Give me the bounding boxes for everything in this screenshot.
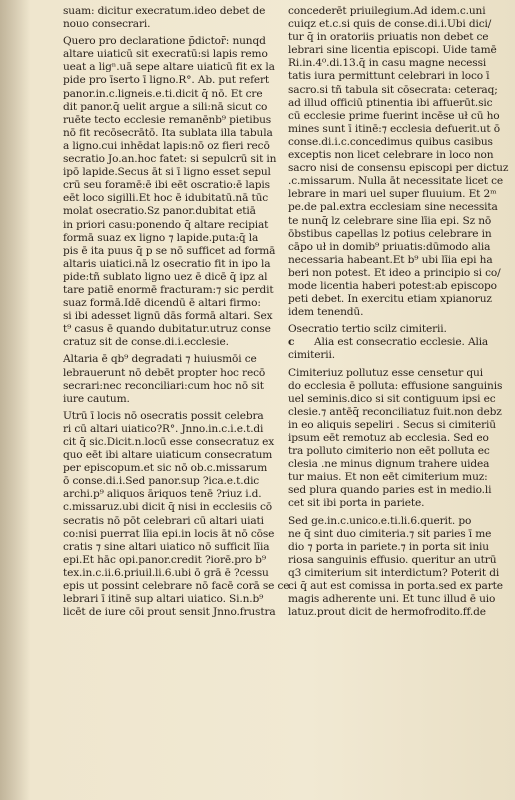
line-text: necessaria habeant.Et b⁹ ubi līia epi ha xyxy=(288,253,493,266)
text-line xyxy=(288,228,500,241)
right-text-column xyxy=(288,5,509,619)
line-text: iure cautum. xyxy=(63,392,130,405)
line-text: mode licentia haberi potest:ab episcopo xyxy=(288,279,497,292)
line-text: peti debet. In exercitu etiam xpianoruz xyxy=(288,293,492,306)
text-line xyxy=(63,436,275,449)
text-line xyxy=(63,353,275,366)
text-line xyxy=(288,541,500,554)
line-text: t⁹ casus ē quando dubitatur.utruz conse xyxy=(63,323,271,336)
text-line xyxy=(63,232,275,245)
text-line xyxy=(63,271,275,284)
text-line xyxy=(288,471,500,484)
line-text: concederēt priuilegium.Ad idem.c.uni xyxy=(288,5,486,17)
line-text: tur maius. Et non eēt cimiterium muz: xyxy=(288,471,488,484)
text-line xyxy=(288,554,500,567)
text-line xyxy=(63,488,275,501)
text-line xyxy=(288,484,500,497)
text-line xyxy=(288,306,500,319)
text-line xyxy=(288,175,503,188)
text-line xyxy=(288,18,500,31)
text-line xyxy=(63,554,275,567)
line-text: a ligno.cui inhēdat lapis:nō oz fieri recō xyxy=(63,139,270,152)
line-text: pis ē ita puus q̄ p se nō sufficet ad formā xyxy=(63,244,276,257)
text-line xyxy=(288,606,500,619)
text-line xyxy=(288,57,500,70)
line-text: conse.di.i.c.concedimus quibus casibus xyxy=(288,135,493,148)
line-text: Sed ge.in.c.unico.e.ti.li.6.querit. po xyxy=(288,514,472,527)
text-line xyxy=(288,280,500,293)
line-text: cet sit ibi porta in pariete. xyxy=(288,497,425,510)
line-text: in eo aliquis sepeliri . Secus si cimiteriū xyxy=(288,418,496,431)
line-text: tra polluto cimiterio non eēt polluta ec xyxy=(288,445,490,458)
text-line xyxy=(63,245,275,258)
text-line xyxy=(63,166,275,179)
line-text: cimiterii. xyxy=(288,349,335,362)
line-text: epis ut possint celebrare nō facē corā se ce xyxy=(63,580,290,593)
line-text: panor.in.c.ligneis.e.ti.dicit q̄ nō. Et cre xyxy=(63,87,263,100)
text-line xyxy=(288,393,500,406)
text-line xyxy=(63,258,275,271)
line-text: pide pro īserto ī ligno.R°. Ab. put refert xyxy=(63,74,269,87)
text-line xyxy=(288,593,500,606)
line-text: Utrū ī locis nō osecratis possit celebra xyxy=(63,409,264,422)
line-text: lebrari ī itinē sup altari uiatico. Si.n.b⁹ xyxy=(63,593,264,606)
text-line xyxy=(288,336,500,349)
line-text: dit panor.q̄ uelit argue a sili:nā sicut co xyxy=(63,100,268,113)
text-line xyxy=(288,241,500,254)
text-line xyxy=(288,567,500,580)
line-text: clesie.⁊ antēq̄ reconciliatuz fuit.non debz xyxy=(288,405,502,418)
line-text: lebrare in mari uel super fluuium. Et 2ᵐ xyxy=(288,188,497,201)
text-line xyxy=(288,70,500,83)
text-line xyxy=(288,188,500,201)
line-text: tur q̄ in oratoriis priuatis non debet ce xyxy=(288,31,489,44)
left-text-column xyxy=(63,5,290,619)
line-text: licēt de iure cōi prout sensit Jnno.frustra xyxy=(63,606,276,619)
line-text: secratis nō pōt celebrari cū altari uiati xyxy=(63,514,264,527)
line-text: pide:tñ sublato ligno uez ē dicē q̄ ipz al xyxy=(63,270,268,283)
line-text: per episcopum.et sic nō ob.c.missarum xyxy=(63,462,268,475)
text-line xyxy=(63,297,275,310)
text-line xyxy=(63,580,290,593)
line-text: sacro.si tñ tabula sit cōsecrata: ceteraq; xyxy=(288,83,498,96)
line-text: ad illud officiū ptinentia ibi affuerūt.sic xyxy=(288,96,493,109)
text-line xyxy=(288,445,500,458)
text-line xyxy=(63,179,275,192)
text-line xyxy=(63,88,275,101)
text-line xyxy=(288,97,500,110)
text-line xyxy=(288,44,500,57)
text-line xyxy=(63,593,275,606)
line-text: suaz formā.Idē dicendū ē altari firmo: xyxy=(63,297,261,310)
text-line xyxy=(63,101,275,114)
text-line xyxy=(288,349,500,362)
text-line xyxy=(63,219,275,232)
text-line xyxy=(63,541,275,554)
line-text: ueat a ligⁿ.uā sepe altare uiaticū fit ex la xyxy=(63,61,275,74)
text-line xyxy=(288,293,500,306)
text-line xyxy=(63,567,275,580)
text-line xyxy=(63,114,275,127)
line-text: lebrari sine licentia episcopi. Uide tamē xyxy=(288,44,497,57)
line-text: archi.p⁹ aliquos āriquos tenē ?riuz i.d. xyxy=(63,488,262,501)
text-line xyxy=(63,423,275,436)
line-text: cratuz sit de conse.di.i.ecclesie. xyxy=(63,336,229,349)
text-line xyxy=(288,580,503,593)
line-text: ci q̄ aut est comissa in porta.sed ex parte xyxy=(288,580,503,593)
text-line xyxy=(288,497,500,510)
line-text: molat osecratio.Sz panor.dubitat etiā xyxy=(63,205,256,218)
line-text: epi.Et hāc opi.panor.credit ?iorē.pro b⁹ xyxy=(63,553,266,566)
text-line xyxy=(288,323,500,336)
line-text: q3 cimiterium sit interdictum? Poterit di xyxy=(288,566,500,579)
text-line xyxy=(288,162,509,175)
text-line xyxy=(288,254,500,267)
line-text: secrari:nec reconciliari:cum hoc nō sit xyxy=(63,379,264,392)
line-text: eēt loco sigilli.Et hoc ē idubitatū.nā tūc xyxy=(63,192,269,205)
line-text: te nunq̄ lz celebrare sine līia epi. Sz nō xyxy=(288,214,492,227)
text-line xyxy=(63,367,275,380)
text-line xyxy=(288,267,500,280)
line-text: Quero pro declaratione p̄dictor̄: nunqd xyxy=(63,35,266,48)
text-line xyxy=(288,379,503,393)
line-text: lebrauerunt nō debēt propter hoc recō xyxy=(63,366,266,379)
line-text: tatis iura permittunt celebrari in loco ī xyxy=(288,70,490,83)
text-line xyxy=(63,606,275,619)
line-text: cāpo uł in domib⁹ priuatis:dūmodo alia xyxy=(288,240,491,253)
line-text: suam: dicitur execratum.ideo debet de xyxy=(63,5,266,17)
text-line xyxy=(288,84,500,97)
line-text: Osecratio tertio scilz cimiterii. xyxy=(288,323,447,336)
line-text: latuz.prout dicit de hermofrodito.ff.de xyxy=(288,606,486,619)
line-text: Altaria ē qb⁹ degradati ⁊ huiusmōi ce xyxy=(63,353,257,366)
line-text: si ibi adesset lignū dās formā altari. Sex xyxy=(63,310,273,323)
line-text: in priori casu:ponendo q̄ altare recipiat xyxy=(63,218,269,231)
line-text: c.missaruz.ubi dicit q̄ nisi in ecclesiis cō xyxy=(63,501,273,514)
line-text: ruēte tecto ecclesie remanēnb⁹ pietibus xyxy=(63,113,272,126)
line-text: sacro nisi de consensu episcopi per dictuz xyxy=(288,162,509,175)
line-text: formā suaz ex ligno ⁊ lapide.puta:q̄ la xyxy=(63,231,259,244)
line-text: cit q̄ sic.Dicit.n.locū esse consecratuz ex xyxy=(63,436,275,448)
text-line xyxy=(63,205,275,218)
line-text: Alia est consecratio ecclesie. Alia xyxy=(314,336,489,349)
text-line xyxy=(63,528,275,541)
line-text: tare patiē enormē fracturam:⁊ sic perdit xyxy=(63,283,274,296)
line-text: co:nisi puerrat līia epi.in locis āt nō cōse xyxy=(63,527,275,540)
line-text: dio ⁊ porta in pariete.⁊ in porta sit iniu xyxy=(288,540,489,553)
line-text: clesia .ne minus dignum trahere uidea xyxy=(288,458,490,471)
text-line xyxy=(63,323,275,336)
line-text: cuiqz et.c.si quis de conse.di.i.Ubi dici/ xyxy=(288,18,492,31)
line-text: .c.missarum. Nulla āt necessitate licet ce xyxy=(288,175,503,188)
text-line xyxy=(63,515,275,528)
text-line xyxy=(288,136,500,149)
line-text: cratis ⁊ sine altari uiatico nō sufficit līia xyxy=(63,540,270,553)
line-text: ipō lapide.Secus āt si ī ligno esset sepul xyxy=(63,166,271,179)
line-text: mines sunt ī itinē:⁊ ecclesia defuerit.ut ō xyxy=(288,122,500,135)
line-text: ōbstibus capellas lz potius celebrare in xyxy=(288,227,492,240)
text-line xyxy=(63,380,275,393)
line-text: ri cū altari uiatico?R°. Jnno.in.c.i.e.t.di xyxy=(63,422,264,435)
gutter-shadow xyxy=(0,0,30,800)
text-line xyxy=(63,35,275,48)
text-line xyxy=(63,310,275,323)
text-line xyxy=(63,127,275,140)
line-text: tex.in.c.ii.6.priuil.li.6.ubi ō grā ē ?cessu xyxy=(63,566,269,579)
line-text: exceptis non licet celebrare in loco non xyxy=(288,149,494,162)
line-text: beri non potest. Et ideo a principio si co/ xyxy=(288,266,501,279)
text-line xyxy=(288,419,500,432)
text-line xyxy=(288,215,500,228)
text-line xyxy=(63,48,275,61)
line-text: quo eēt ibi altare uiaticum consecratum xyxy=(63,449,273,462)
margin-letter: c xyxy=(288,336,295,349)
text-line xyxy=(63,153,275,166)
line-text: riosa sanguinis effusio. queritur an utrū xyxy=(288,553,497,566)
line-text: Cimiteriuz pollutuz esse censetur qui xyxy=(288,366,483,379)
text-line xyxy=(288,5,500,18)
text-line xyxy=(63,475,275,488)
text-line xyxy=(288,201,500,214)
text-line xyxy=(288,406,500,419)
line-text: pe.de pal.extra ecclesiam sine necessita xyxy=(288,201,498,214)
text-line xyxy=(288,149,500,162)
line-text: crū seu foramē:ē ibi eēt oscratio:ē lapis xyxy=(63,179,270,192)
text-line xyxy=(63,449,275,462)
line-text: secratio Jo.an.hoc fatet: si sepulcrū sit in xyxy=(63,153,277,166)
line-text: nō fit recōsecrātō. Ita sublata illa tabula xyxy=(63,126,273,139)
text-line xyxy=(63,5,275,18)
text-line xyxy=(63,410,275,423)
text-line xyxy=(63,284,275,297)
line-text: do ecclesia ē polluta: effusione sanguinis xyxy=(288,379,503,392)
text-line xyxy=(63,18,275,31)
text-line xyxy=(288,110,500,123)
line-text: ipsum eēt remotuz ab ecclesia. Sed eo xyxy=(288,432,489,444)
line-text: nouo consecrari. xyxy=(63,18,151,31)
line-text: cū ecclesie prime fuerint incēse uł cū ho xyxy=(288,109,500,122)
text-line xyxy=(63,140,275,153)
text-line xyxy=(288,367,500,380)
line-text: altare uiaticū sit execratū:si lapis remo xyxy=(63,48,268,61)
text-line xyxy=(288,31,500,44)
text-line xyxy=(63,61,275,74)
line-text: uel seminis.dico si sit contiguum ipsi ec xyxy=(288,392,496,405)
line-text: idem tenendū. xyxy=(288,306,364,319)
text-line xyxy=(63,192,275,205)
line-text: Ri.in.4⁰.di.13.q̄ in casu magne necessi xyxy=(288,57,487,70)
line-text: sed plura quando paries est in medio.li xyxy=(288,484,492,497)
text-line xyxy=(63,74,275,87)
text-line xyxy=(288,528,500,541)
text-line xyxy=(63,393,275,406)
line-text: magis adherente uni. Et tunc illud ē uio xyxy=(288,593,496,606)
line-text: ō conse.di.i.Sed panor.sup ?ica.e.t.dic xyxy=(63,475,260,488)
text-line xyxy=(288,123,500,136)
text-line xyxy=(63,462,275,475)
text-line xyxy=(63,501,275,514)
text-line xyxy=(288,515,500,528)
line-text: ne q̄ sint duo cimiteria.⁊ sit paries ī me xyxy=(288,527,492,540)
line-text: altaris uiatici.nā lz osecratio fit in ipo la xyxy=(63,257,271,270)
text-line xyxy=(288,432,500,445)
text-line xyxy=(288,458,500,471)
text-line xyxy=(63,336,275,349)
